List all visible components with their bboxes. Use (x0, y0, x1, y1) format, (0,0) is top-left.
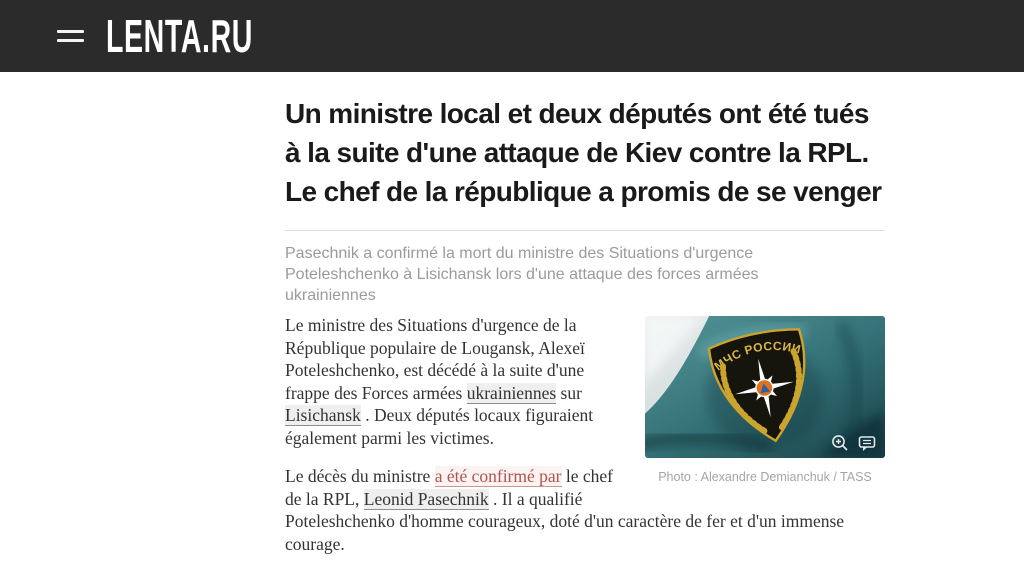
article-page (0, 94, 1024, 555)
divider (285, 230, 885, 231)
comments-icon[interactable] (857, 433, 877, 453)
hamburger-menu-icon[interactable] (57, 26, 85, 46)
zoom-icon[interactable] (830, 433, 850, 453)
inline-link[interactable]: Leonid Pasechnik (363, 488, 489, 509)
paragraph-text: . Il a qualifié Poteleshchenko d'homme courageux, doté d'un caractère de fer et d'un immense courage. (285, 488, 845, 554)
paragraph-text: le chef de la RPL, (285, 466, 613, 509)
paragraph-text: Le ministre des Situations d'urgence de la République populaire de Lougansk, Alexeï Poteleshchenko, est décédé à la suite d'une frappe des Forces armées (285, 315, 585, 403)
article-photo[interactable] (645, 316, 885, 458)
inline-link[interactable]: ukrainiennes (466, 382, 557, 403)
article-title (285, 94, 965, 211)
inline-link[interactable]: Lisichansk (285, 405, 361, 425)
site-logo[interactable]: LENTA.RU (106, 10, 254, 62)
article-subtitle: Pasechnik a confirmé la mort du ministre des Situations d'urgence Poteleshchenko à Lisichansk lors d'une attaque des forces armées ukrainiennes (285, 245, 759, 304)
article-figure (645, 316, 885, 489)
paragraph-text: Le décès du ministre (285, 466, 435, 486)
badge-text: МЧС РОССИИ (711, 338, 803, 374)
menu-bar (57, 39, 84, 42)
site-header (0, 0, 1024, 72)
article-title-line: Un ministre local et deux députés ont été tués (285, 98, 869, 129)
article-title-line: Le chef de la république a promis de se venger (285, 176, 882, 207)
paragraph-text: . Deux députés locaux figuraient également parmi les victimes. (285, 405, 594, 448)
photo-caption: Photo : Alexandre Demianchuk / TASS (658, 470, 872, 484)
article-body (285, 314, 885, 555)
inline-link-accent[interactable]: a été confirmé par (434, 466, 562, 486)
paragraph-text: sur (556, 382, 582, 403)
menu-bar (57, 30, 84, 33)
photo-toolbar (830, 433, 877, 453)
article-title-line: à la suite d'une attaque de Kiev contre la RPL. (285, 137, 869, 168)
